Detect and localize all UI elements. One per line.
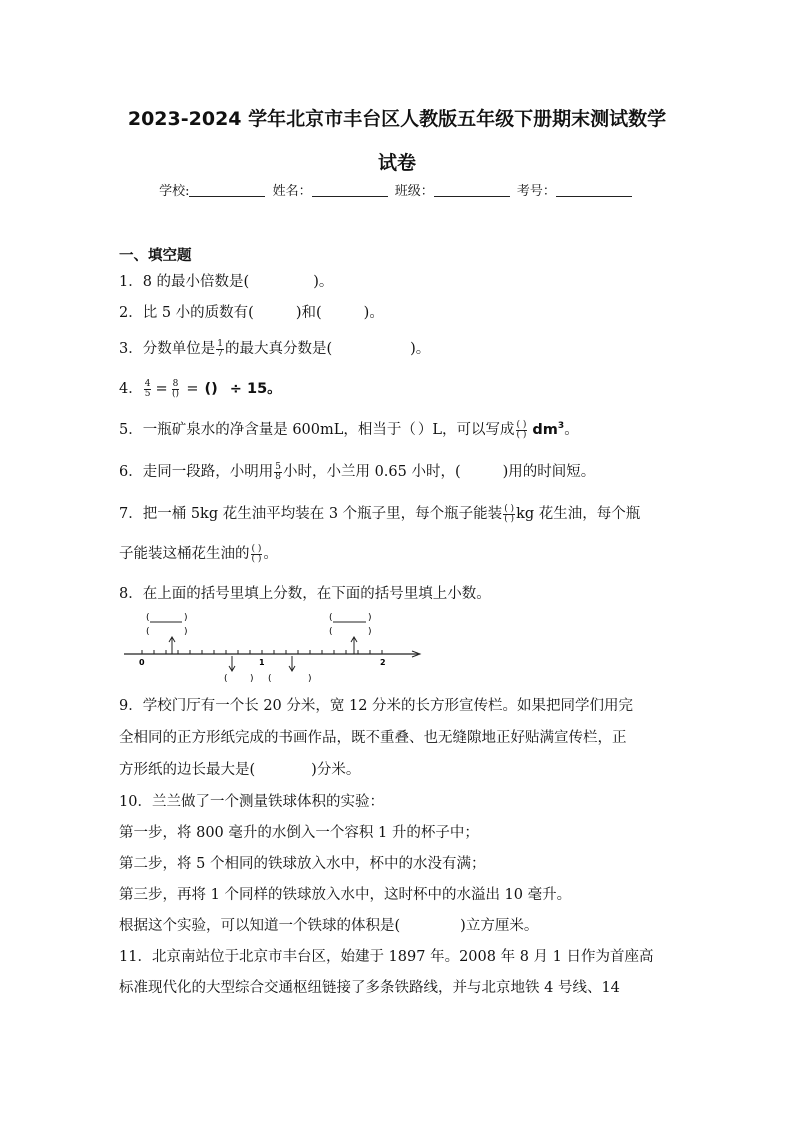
q7-fraction-blank-1[interactable]: $\frac{( )}{( )}$ (504, 503, 515, 524)
svg-text:(: ( (329, 613, 333, 623)
q4-fraction-1: $\frac{4}{5}$ (144, 378, 151, 399)
q4-fraction-2[interactable]: $\frac{8}{()}$ (171, 378, 179, 399)
name-label: 姓名： (272, 184, 312, 199)
svg-text:(: ( (146, 613, 150, 623)
tick-label-0: 0 (139, 658, 145, 667)
section-heading: 一、填空题 (119, 248, 192, 264)
q1-text: 1．8 的最小倍数是( (119, 274, 250, 290)
question-10-line-4: 第三步，再将 1 个同样的铁球放入水中，这时杯中的水溢出 10 毫升。 (119, 887, 572, 903)
q7-fraction-blank-2[interactable]: $\frac{( )}{( )}$ (251, 543, 262, 564)
lower-decimal-blank-1[interactable] (224, 674, 254, 684)
arrow-up-icon (169, 637, 175, 654)
question-8: 8．在上面的括号里填上分数，在下面的括号里填上小数。 (119, 586, 491, 602)
tick-label-1: 1 (259, 658, 265, 667)
svg-text:): ) (184, 613, 188, 623)
class-blank[interactable] (434, 184, 510, 197)
question-10-line-5: 根据这个实验，可以知道一个铁球的体积是( )立方厘米。 (119, 918, 539, 934)
q3-fraction: $\frac{1}{7}$ (217, 338, 223, 359)
question-9-line-2: 全相同的正方形纸完成的书画作品，既不重叠、也无缝隙地正好贴满宣传栏，正 (119, 730, 627, 746)
question-9-line-1: 9．学校门厅有一个长 20 分米，宽 12 分米的长方形宣传栏。如果把同学们用完 (119, 698, 634, 714)
upper-fraction-blank-2[interactable] (329, 613, 372, 637)
q6-text: 6．走同一段路，小明用 (119, 464, 274, 480)
svg-text:(: ( (268, 674, 272, 684)
number-blank[interactable] (556, 184, 632, 197)
school-blank[interactable] (189, 184, 265, 197)
svg-text:): ) (308, 674, 312, 684)
q5-fraction-blank[interactable]: $\frac{( )}{( )}$ (516, 419, 527, 440)
question-6: 6．走同一段路，小明用 $\frac{5}{8}$ 小时，小兰用 0.65 小时，( )用的时间短。 (119, 461, 596, 482)
tick-label-2: 2 (380, 658, 386, 667)
arrow-down-icon (289, 656, 295, 671)
svg-text:): ) (250, 674, 254, 684)
q7-text: 7．把一桶 5kg 花生油平均装在 3 个瓶子里，每个瓶子能装 (119, 506, 503, 522)
question-2: 2．比 5 小的质数有( )和( )。 (119, 305, 384, 321)
question-5: 5．一瓶矿泉水的净含量是 600mL，相当于（ ）L，可以写成 $\frac{( )}{( )}$ $dm^3$。 (119, 419, 579, 440)
svg-text:): ) (184, 627, 188, 637)
svg-text:(: ( (146, 627, 150, 637)
question-10-line-1: 10．兰兰做了一个测量铁球体积的实验： (119, 794, 384, 810)
question-3: 3．分数单位是 $\frac{1}{7}$ 的最大真分数是( )。 (119, 338, 431, 359)
question-4: 4． $\frac{4}{5}$ = $\frac{8}{()}$ = () ÷ 15。 (119, 378, 282, 399)
number-line-figure (118, 604, 428, 684)
lower-decimal-blank-2[interactable] (268, 674, 312, 684)
upper-fraction-blank-1[interactable] (146, 613, 188, 637)
question-9-line-3: 方形纸的边长最大是( )分米。 (119, 762, 361, 778)
tick-marks (142, 650, 382, 654)
arrow-down-icon (229, 656, 235, 671)
number-label: 考号： (516, 184, 556, 199)
q6-fraction: $\frac{5}{8}$ (275, 461, 281, 482)
q3-text: 3．分数单位是 (119, 341, 216, 357)
question-11-line-2: 标准现代化的大型综合交通枢纽链接了多条铁路线，并与北京地铁 4 号线、14 (119, 980, 620, 996)
page-title-continued: 试卷 (377, 152, 416, 174)
question-1: 1．8 的最小倍数是( )。 (119, 274, 334, 290)
page-title: 2023-2024 学年北京市丰台区人教版五年级下册期末测试数学 (127, 108, 667, 130)
question-10-line-2: 第一步，将 800 毫升的水倒入一个容积 1 升的杯子中； (119, 825, 479, 841)
question-10-line-3: 第二步，将 5 个相同的铁球放入水中，杯中的水没有满； (119, 856, 486, 872)
student-info-row (0, 180, 794, 199)
question-7: 7．把一桶 5kg 花生油平均装在 3 个瓶子里，每个瓶子能装 $\frac{( )}{( )}$ kg 花生油，每个瓶 (119, 503, 641, 524)
class-label: 班级： (394, 184, 434, 199)
question-7-continued: 子能装这桶花生油的 $\frac{( )}{( )}$ 。 (119, 543, 278, 564)
svg-text:): ) (368, 613, 372, 623)
svg-text:): ) (368, 627, 372, 637)
name-blank[interactable] (312, 184, 388, 197)
school-label: 学校: (159, 184, 190, 199)
q4-blank[interactable]: () (204, 381, 218, 397)
q2-text: 2．比 5 小的质数有( (119, 305, 254, 321)
q4-number: 4． (119, 381, 143, 397)
svg-text:(: ( (329, 627, 333, 637)
svg-text:(: ( (224, 674, 228, 684)
question-11-line-1: 11．北京南站位于北京市丰台区，始建于 1897 年。2008 年 8 月 1 日作为首座高 (119, 949, 654, 965)
q5-text: 5．一瓶矿泉水的净含量是 600mL，相当于（ (119, 422, 416, 438)
arrow-up-icon (351, 637, 357, 654)
